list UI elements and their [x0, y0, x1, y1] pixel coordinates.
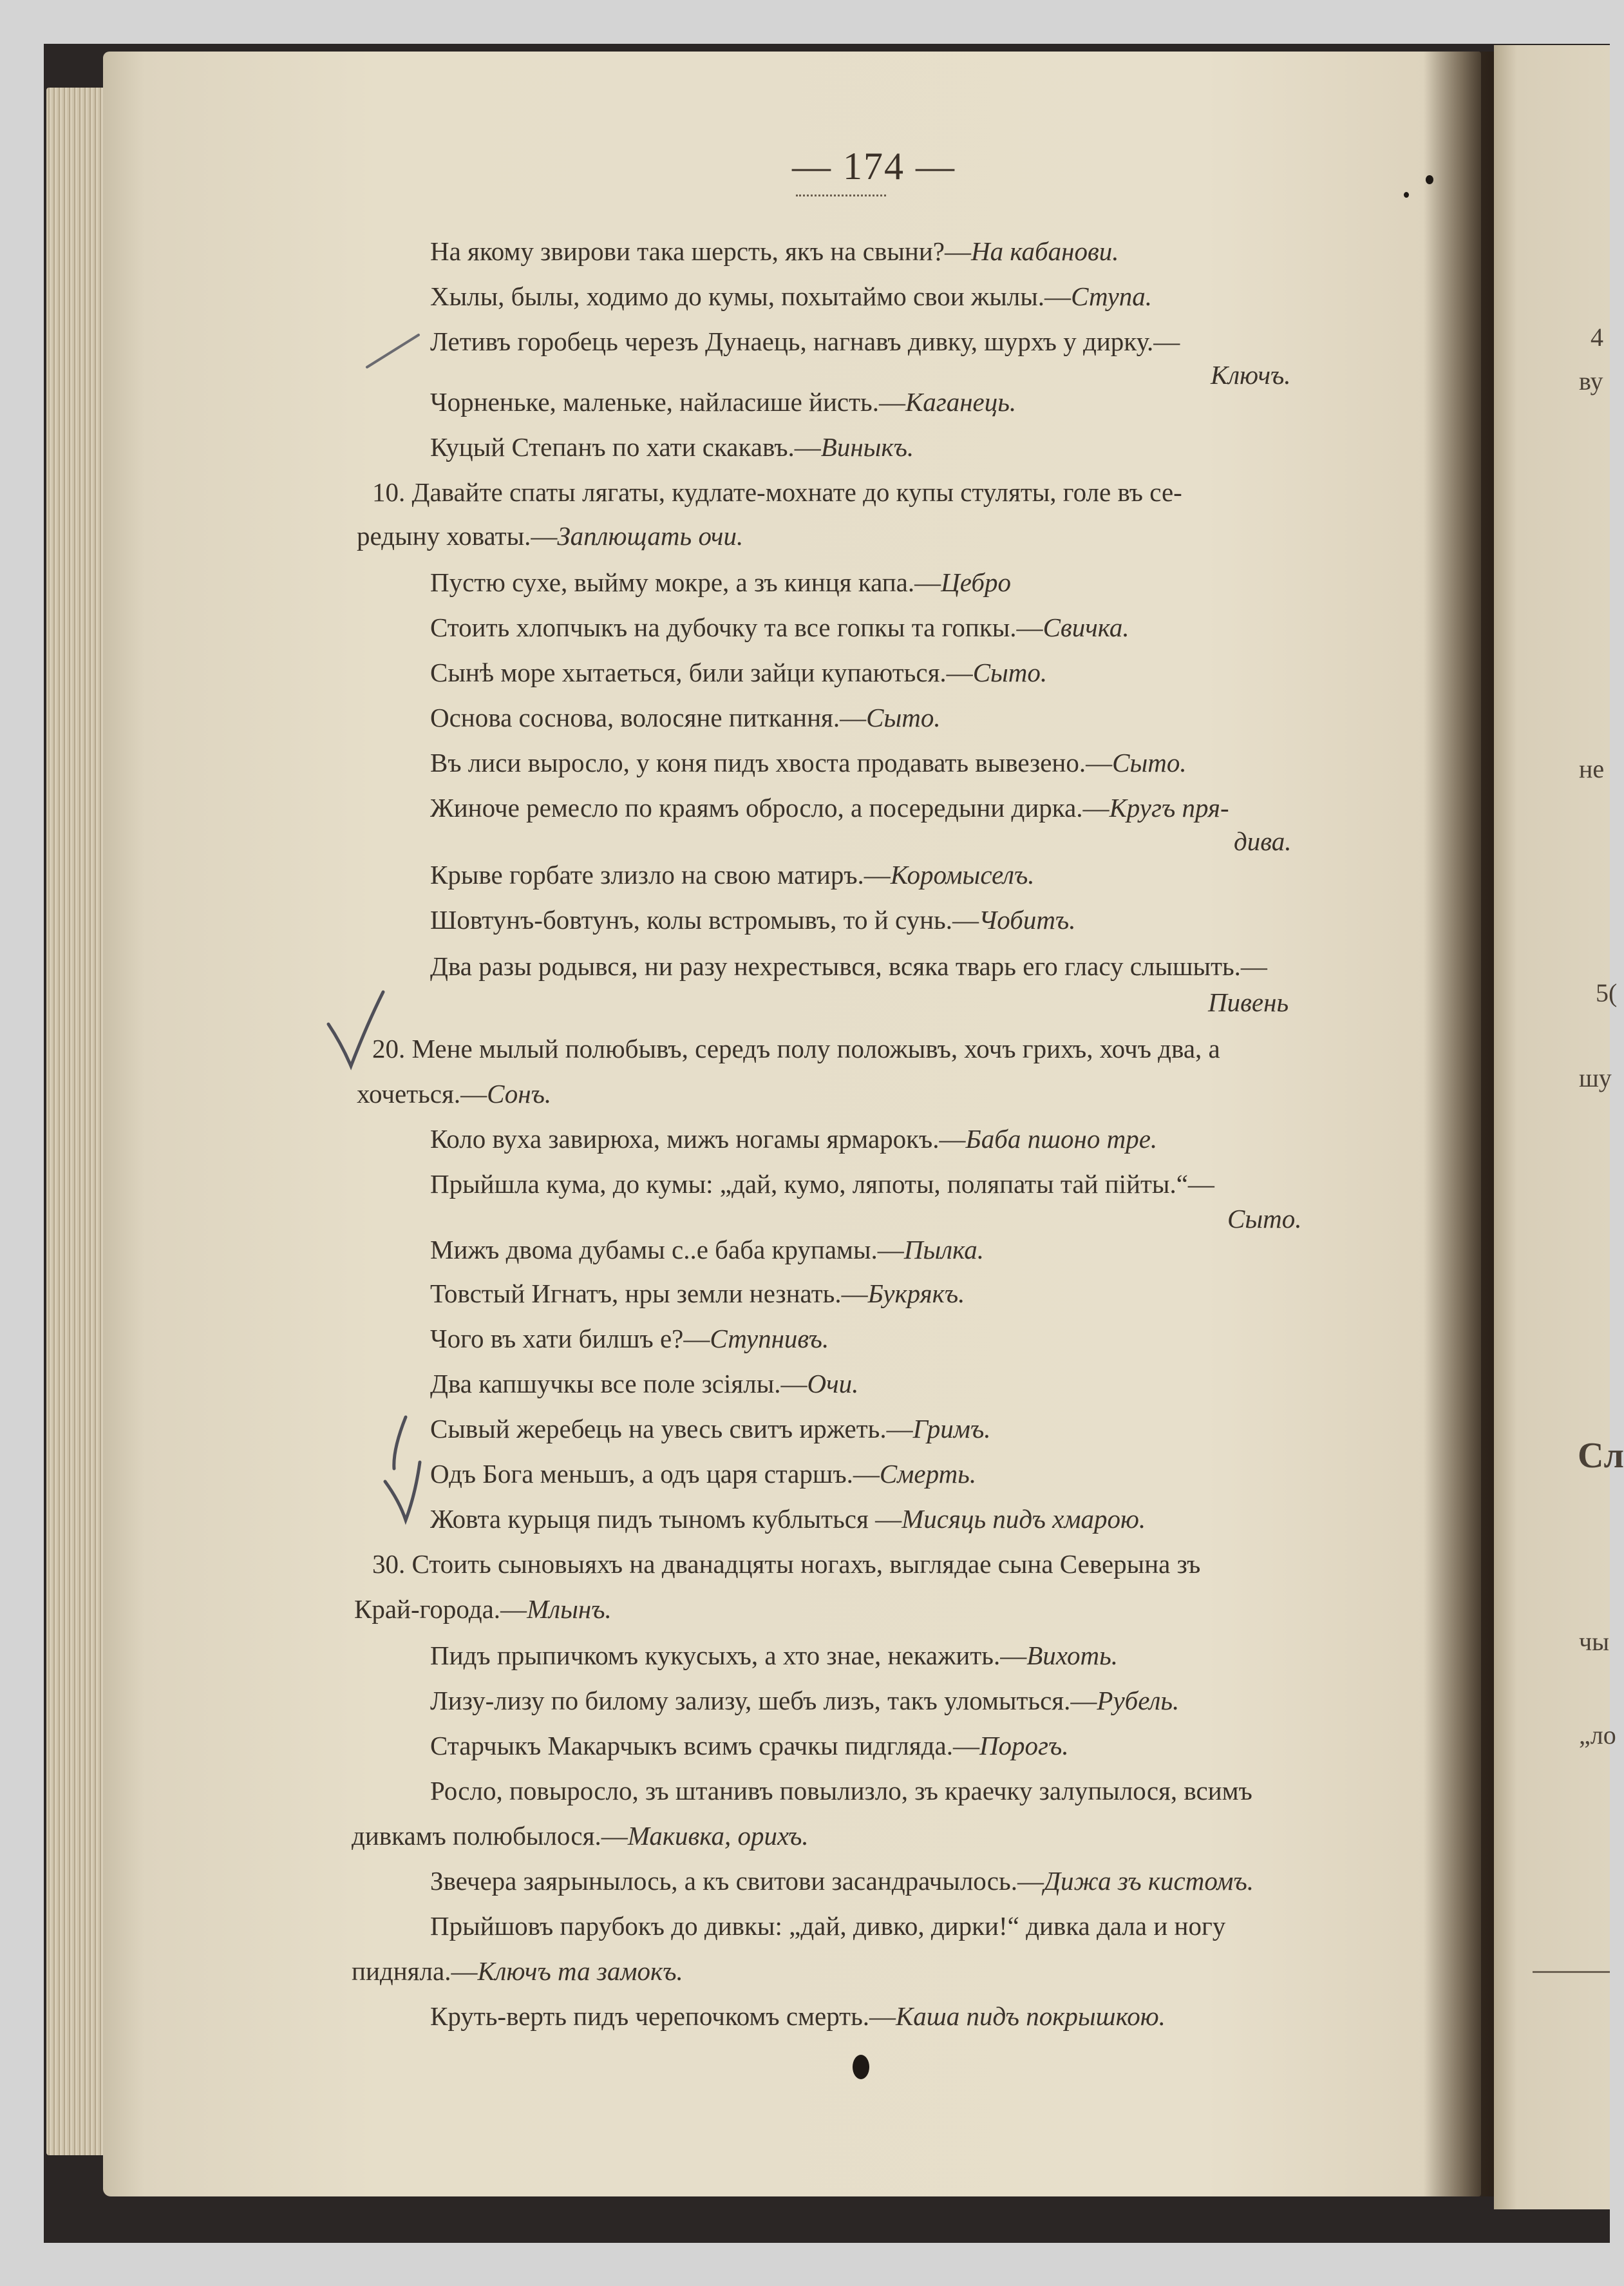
- adjacent-page-fragment: Сл: [1578, 1436, 1624, 1476]
- riddle-line: Два капшучкы все поле зсіялы.—Очи.: [430, 1369, 859, 1398]
- riddle-line: Мижъ двома дубамы с..е баба крупамы.—Пылка.: [430, 1235, 984, 1264]
- riddle-line: 20. Мене мылый полюбывъ, середъ полу положывъ, хочъ грихъ, хочъ два, а: [372, 1034, 1220, 1063]
- riddle-line: Основа соснова, волосяне питкання.—Сыто.: [430, 703, 941, 732]
- riddle-line: Хылы, былы, ходимо до кумы, похытаймо свои жылы.—Ступа.: [430, 281, 1153, 311]
- riddle-answer-wrapped: Пивень: [1208, 987, 1289, 1017]
- riddle-line: Крыве горбате злизло на свою матиръ.—Коромыселъ.: [430, 860, 1035, 890]
- riddle-line: редыну ховаты.—Заплющать очи.: [357, 521, 744, 551]
- riddle-line: Коло вуха завирюха, мижъ ногамы ярмарокъ.—Баба пшоно тре.: [430, 1124, 1158, 1154]
- riddle-line: Круть-верть пидъ черепочкомъ смерть.—Каша пидъ покрышкою.: [430, 2001, 1166, 2031]
- riddle-line: Въ лиси выросло, у коня пидъ хвоста продавать вывезено.—Сыто.: [430, 748, 1187, 777]
- riddle-line: Лизу-лизу по билому зализу, шебъ лизъ, такъ уломыться.—Рубель.: [430, 1686, 1180, 1715]
- riddle-line: Край-города.—Млынъ.: [354, 1594, 612, 1624]
- riddle-line: 10. Давайте спаты лягаты, кудлате-мохнате до купы стуляты, голе въ се-: [372, 477, 1182, 507]
- riddle-line: Звечера заярынылось, а къ свитови засандрачылось.—Дижа зъ кистомъ.: [430, 1866, 1254, 1896]
- page-number: — 174 —: [792, 145, 956, 187]
- riddle-line: Шовтунъ-бовтунъ, колы встромывъ, то й сунь.—Чобитъ.: [430, 905, 1076, 935]
- riddle-line: Пустю сухе, выйму мокре, а зъ кинця капа.—Цебро: [430, 567, 1012, 597]
- riddle-line: Чого въ хати билшъ е?—Ступнивъ.: [430, 1324, 829, 1353]
- adjacent-page-rule: [1533, 1971, 1610, 1973]
- riddle-line: Прыйшла кума, до кумы: „дай, кумо, ляпоты, поляпаты тай пійты.“—: [430, 1169, 1214, 1199]
- adjacent-page: [1494, 45, 1624, 2209]
- riddle-line: Сывый жеребець на увесь свитъ иржеть.—Гримъ.: [430, 1414, 991, 1443]
- riddle-line: Летивъ горобець черезъ Дунаець, нагнавъ дивку, шурхъ у дирку.—: [430, 327, 1180, 356]
- riddle-line: Чорненьке, маленьке, найласише йисть.—Каганець.: [430, 387, 1017, 417]
- ink-blot: [853, 2055, 869, 2079]
- riddle-line: 30. Стоить сыновыяхъ на дванадцяты ногахъ, выглядае сына Северына зъ: [372, 1549, 1201, 1579]
- riddle-line: хочеться.—Сонъ.: [357, 1079, 552, 1109]
- riddle-line: Росло, повыросло, зъ штанивъ повылизло, зъ краечку залупылося, всимъ: [430, 1776, 1252, 1805]
- adjacent-page-fragment: „ло: [1579, 1720, 1616, 1749]
- adjacent-page-fragment: не: [1579, 754, 1605, 783]
- riddle-line: Старчыкъ Макарчыкъ всимъ срачкы пидгляда.—Порогъ.: [430, 1731, 1069, 1760]
- riddle-line: дивкамъ полюбылося.—Макивка, орихъ.: [352, 1821, 809, 1851]
- riddle-line: На якому звирови така шерсть, якъ на свыни?—На кабанови.: [430, 236, 1119, 266]
- page-number-ornament: [796, 192, 886, 196]
- pencil-checkmark-icon: [380, 1411, 438, 1527]
- riddle-line: Стоить хлопчыкъ на дубочку та все гопкы та гопкы.—Свичка.: [430, 613, 1129, 642]
- riddle-line: Жовта курыця пидъ тыномъ кублыться —Мисяць пидъ хмарою.: [430, 1504, 1146, 1534]
- adjacent-page-fragment: шу: [1579, 1063, 1612, 1092]
- riddle-line: Пидъ прыпичкомъ кукусыхъ, а хто знае, некажить.—Вихоть.: [430, 1641, 1118, 1670]
- pencil-slash-mark: [361, 322, 425, 374]
- riddle-line: Прыйшовъ парубокъ до дивкы: „дай, дивко, дирки!“ дивка дала и ногу: [430, 1911, 1226, 1941]
- riddle-line: Куцый Степанъ по хати скакавъ.—Виныкъ.: [430, 432, 914, 462]
- pencil-checkmark-icon: [322, 986, 393, 1076]
- riddle-line: Одъ Бога меньшъ, а одъ царя старшъ.—Смерть.: [430, 1459, 977, 1489]
- book-gutter: [1423, 52, 1494, 2196]
- ink-blot: [1404, 192, 1409, 198]
- riddle-answer-wrapped: Ключъ.: [1211, 360, 1291, 390]
- adjacent-page-fragment: 4: [1591, 323, 1603, 352]
- riddle-line: Сынѣ море хытаеться, били зайци купаються.—Сыто.: [430, 658, 1048, 687]
- riddle-line: Два разы родывся, ни разу нехрестывся, всяка тварь его гласу слышыть.—: [430, 951, 1267, 981]
- adjacent-page-fragment: чы: [1579, 1627, 1609, 1656]
- ink-blot: [1426, 175, 1433, 184]
- riddle-line: пидняла.—Ключъ та замокъ.: [352, 1956, 683, 1986]
- adjacent-page-fragment: ву: [1579, 367, 1603, 395]
- adjacent-page-fragment: 5(: [1596, 978, 1618, 1007]
- riddle-line: Товстый Игнатъ, нры земли незнать.—Букрякъ.: [430, 1279, 965, 1308]
- riddle-answer-wrapped: Сыто.: [1227, 1204, 1302, 1233]
- riddle-line: Жиноче ремесло по краямъ обросло, а посередыни дирка.—Кругъ пря-: [430, 793, 1229, 823]
- riddle-answer-wrapped: дива.: [1234, 826, 1292, 856]
